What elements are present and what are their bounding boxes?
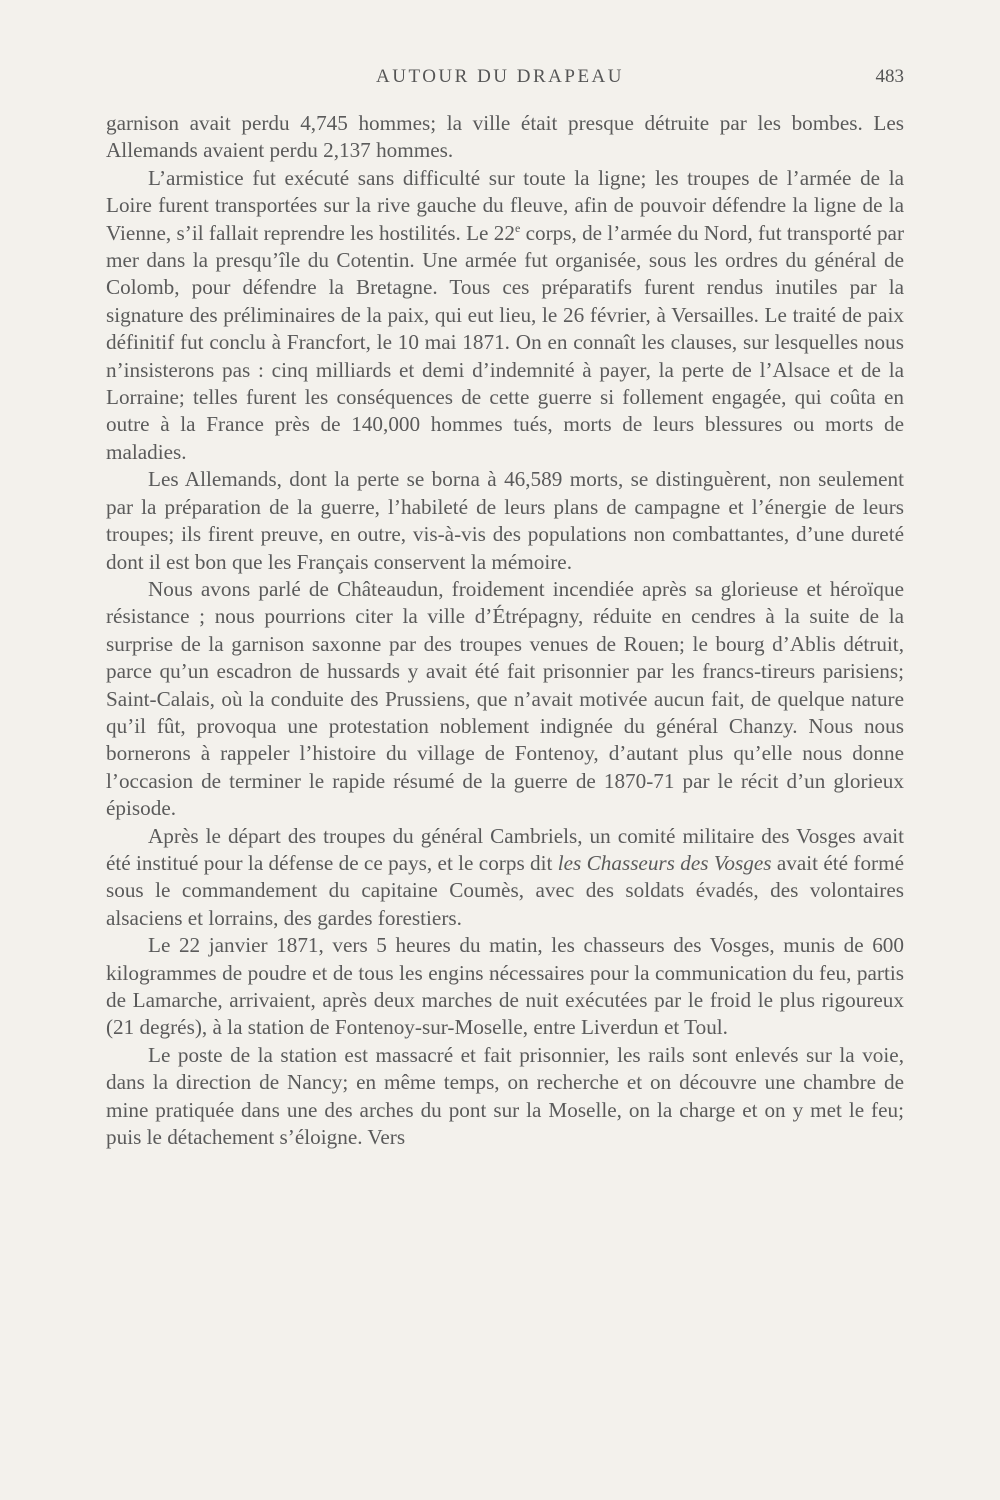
paragraph-text: Le poste de la station est massacré et fait prisonnier, les rails sont enlevés sur la voie, dans la direction de Nancy; en même temps, on recherche et on découvre une chambre de mine pratiquée dans une des arches du pont sur la Moselle, on la charge et on y met le feu; puis le détachement s’éloigne. Vers <box>106 1042 904 1150</box>
running-title: AUTOUR DU DRAPEAU <box>376 66 624 87</box>
paragraph <box>106 165 904 466</box>
page-number: 483 <box>875 66 904 87</box>
paragraph <box>106 576 904 823</box>
paragraph-text: L’armistice fut exécuté sans difficulté sur toute la ligne; les troupes de l’armée de la Loire furent transportées sur la rive gauche du fleuve, afin de pouvoir défendre la ligne de la Vienne, s’il fallait reprendre les hostilités. Le 22 <box>106 165 904 245</box>
paragraph-text: avait été formé sous le commandement du capitaine Coumès, avec des soldats évadés, des volontaires alsaciens et lorrains, des gardes forestiers. <box>106 850 904 930</box>
paragraph <box>106 466 904 576</box>
paragraph <box>106 1042 904 1152</box>
paragraph <box>106 932 904 1042</box>
paragraph-text: corps, de l’armée du Nord, fut transporté par mer dans la presqu’île du Cotentin. Une armée fut organisée, sous les ordres du général de Colomb, pour défendre la Bretagne. Tous ces préparatifs furent rendus inutiles par la signature des préliminaires de la paix, qui eut lieu, le 26 février, à Versailles. Le traité de paix définitif fut conclu à Francfort, le 10 mai 1871. On en connaît les clauses, sur lesquelles nous n’insisterons pas : cinq milliards et demi d’indemnité à payer, la perte de l’Alsace et de la Lorraine; telles furent les conséquences de cette guerre si follement engagée, qui coûta en outre à la France près de 140,000 hommes tués, morts de leurs blessures ou morts de maladies. <box>106 220 904 464</box>
paragraph-text: Le 22 janvier 1871, vers 5 heures du matin, les chasseurs des Vosges, munis de 600 kilogrammes de poudre et de tous les engins nécessaires pour la communication du feu, partis de Lamarche, arrivaient, après deux marches de nuit exécutées par le froid le plus rigoureux (21 degrés), à la station de Fontenoy-sur-Moselle, entre Liverdun et Toul. <box>106 933 904 1040</box>
paragraph-text: Les Allemands, dont la perte se borna à 46,589 morts, se distinguèrent, non seulement par la préparation de la guerre, l’habileté de leurs plans de campagne et l’énergie de leurs troupes; ils firent preuve, en outre, vis-à-vis des populations non combattantes, d’une dureté dont il est bon que les Français conservent la mémoire. <box>106 467 904 574</box>
body-text <box>106 110 904 1151</box>
paragraph-text: Nous avons parlé de Châteaudun, froidement incendiée après sa glorieuse et héroïque résistance ; nous pourrions citer la ville d’Étrépagny, réduite en cendres à la suite de la surprise de la garnison saxonne par des troupes venues de Rouen; le bourg d’Ablis détruit, parce qu’un escadron de hussards y avait été fait prisonnier par les francs-tireurs parisiens; Saint-Calais, où la conduite des Prussiens, que n’avait motivée aucun fait, de quelque nature qu’il fût, provoqua une protestation noblement indignée du général Chanzy. Nous nous bornerons à rappeler l’histoire du village de Fontenoy, d’autant plus qu’elle nous donne l’occasion de terminer le rapide résumé de la guerre de 1870-71 par le récit d’un glorieux épisode. <box>106 576 904 821</box>
running-header <box>0 66 1000 94</box>
italic-text: les Chasseurs des Vosges <box>557 850 772 875</box>
paragraph <box>106 823 904 933</box>
paragraph-text: garnison avait perdu 4,745 hommes; la ville était presque détruite par les bombes. Les Allemands avaient perdu 2,137 hommes. <box>106 111 904 163</box>
superscript-text: e <box>514 220 521 235</box>
paragraph <box>106 110 904 165</box>
paragraph-text: Après le départ des troupes du général Cambriels, un comité militaire des Vosges avait été institué pour la défense de ce pays, et le corps dit <box>106 823 904 875</box>
